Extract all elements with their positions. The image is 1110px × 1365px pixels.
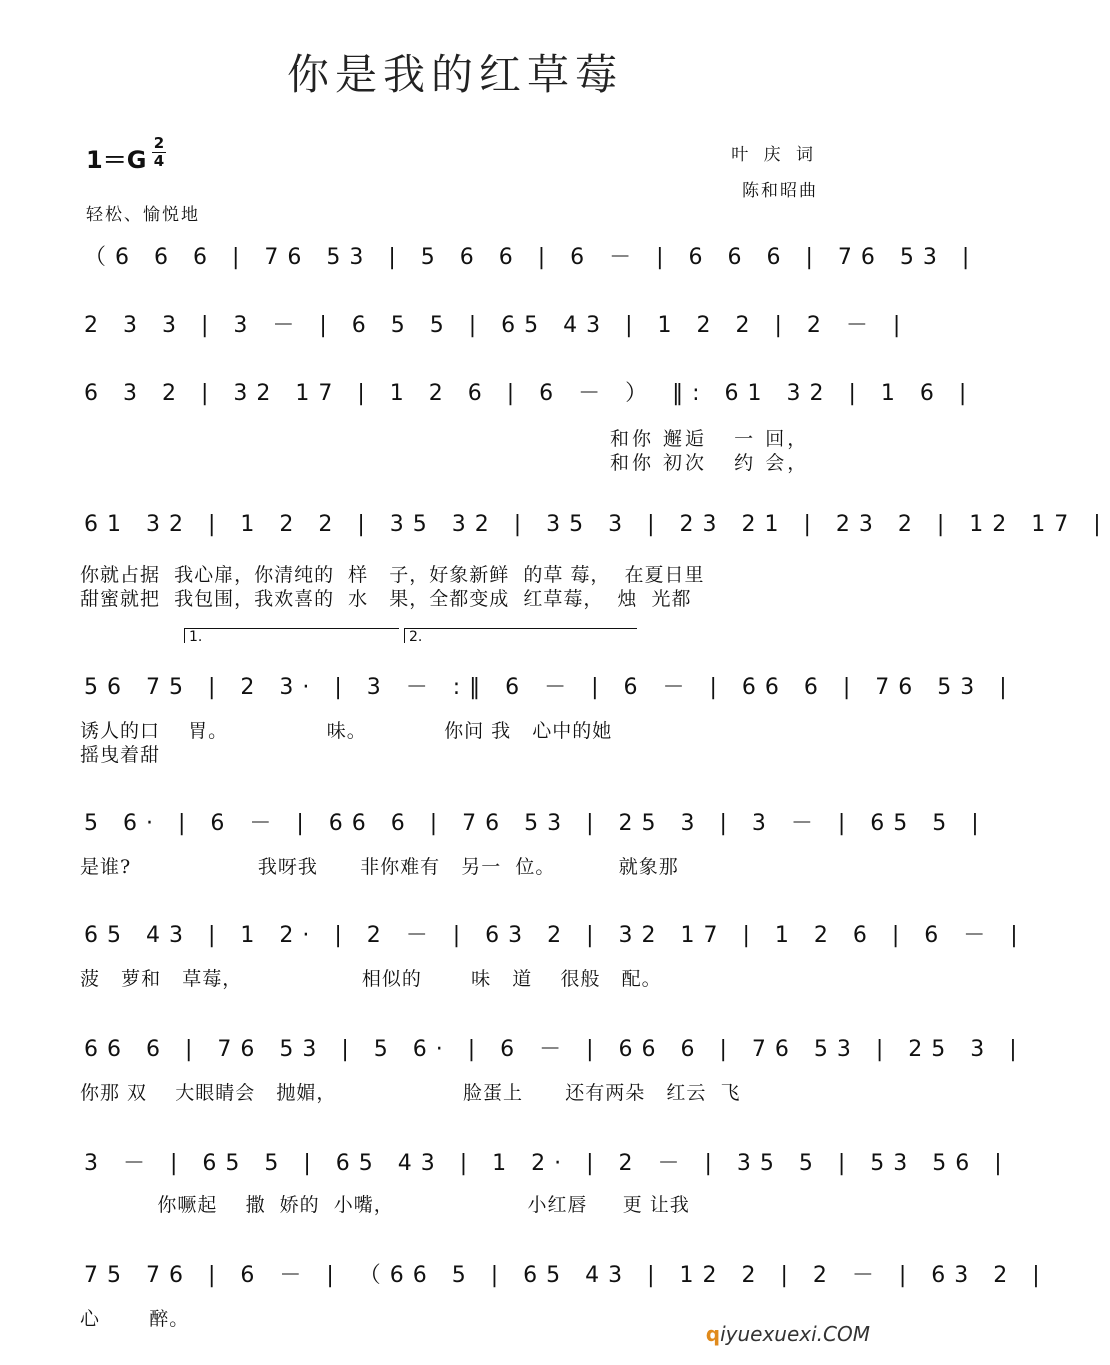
- lyric-line: 你就占据 我心扉，你清纯的 样 子，好象新鲜 的草 莓， 在夏日里: [80, 564, 705, 586]
- watermark-logo-letter: q: [705, 1322, 721, 1346]
- tempo-marking: 轻松、愉悦地: [86, 205, 200, 225]
- lyric-line: 心 醉。: [80, 1308, 190, 1330]
- time-signature-top: 2: [153, 134, 165, 152]
- page-title: 你是我的红草莓: [286, 50, 623, 99]
- key-signature: 1＝G: [86, 146, 147, 174]
- lyric-line: 你那 双 大眼睛会 抛媚， 脸蛋上 还有两朵 红云 飞: [80, 1082, 741, 1104]
- notes-line: 75 76 | 6 － | （66 5 | 65 43 | 12 2 | 2 － | 63 2 |: [84, 1263, 1049, 1288]
- lyric-line: 摇曳着甜: [80, 744, 161, 766]
- notes-line: 61 32 | 1 2 2 | 35 32 | 35 3 | 23 21 | 23 2 | 12 17 |: [84, 512, 1110, 537]
- watermark-text: iyuexuexi.COM: [720, 1322, 870, 1346]
- notes-line: 56 75 | 2 3· | 3 － :‖ 6 － | 6 － | 66 6 | 76 53 |: [84, 675, 1016, 700]
- notes-line: 2 3 3 | 3 － | 6 5 5 | 65 43 | 1 2 2 | 2 － |: [84, 313, 910, 338]
- notes-line: 3 － | 65 5 | 65 43 | 1 2· | 2 － | 35 5 | 53 56 |: [84, 1151, 1011, 1176]
- site-watermark: [706, 1322, 870, 1346]
- time-signature: [152, 136, 166, 169]
- lyric-line: 和你 邂逅 一 回，: [610, 428, 810, 450]
- notes-line: 5 6· | 6 － | 66 6 | 76 53 | 25 3 | 3 － | 65 5 |: [84, 811, 988, 836]
- notes-line: （6 6 6 | 76 53 | 5 6 6 | 6 － | 6 6 6 | 76 53 |: [84, 245, 979, 270]
- time-signature-bottom: 4: [153, 152, 165, 170]
- lyric-line: 诱人的口 胃。 味。 你问 我 心中的她: [80, 720, 613, 742]
- lyric-line: 甜蜜就把 我包围，我欢喜的 水 果，全都变成 红草莓， 烛 光都: [80, 588, 692, 610]
- notes-line: 6 3 2 | 32 17 | 1 2 6 | 6 － ） ‖: 61 32 | 1 6 |: [84, 381, 976, 406]
- composer-credit: 陈和昭曲: [742, 181, 818, 201]
- lyric-line: 菠 萝和 草莓， 相似的 味 道 很般 配。: [80, 968, 662, 990]
- lyricist-credit: 叶 庆 词: [731, 145, 818, 165]
- notes-line: 66 6 | 76 53 | 5 6· | 6 － | 66 6 | 76 53 | 25 3 |: [84, 1037, 1026, 1062]
- notes-line: 65 43 | 1 2· | 2 － | 63 2 | 32 17 | 1 2 6 | 6 － |: [84, 923, 1027, 948]
- lyric-line: 是谁? 我呀我 非你难有 另一 位。 就象那: [80, 856, 679, 878]
- volta-second-ending: 2.: [404, 628, 637, 643]
- lyric-line: 你噘起 撒 娇的 小嘴， 小红唇 更 让我: [80, 1194, 690, 1216]
- volta-first-ending: 1.: [184, 628, 399, 643]
- lyric-line: 和你 初次 约 会，: [610, 452, 810, 474]
